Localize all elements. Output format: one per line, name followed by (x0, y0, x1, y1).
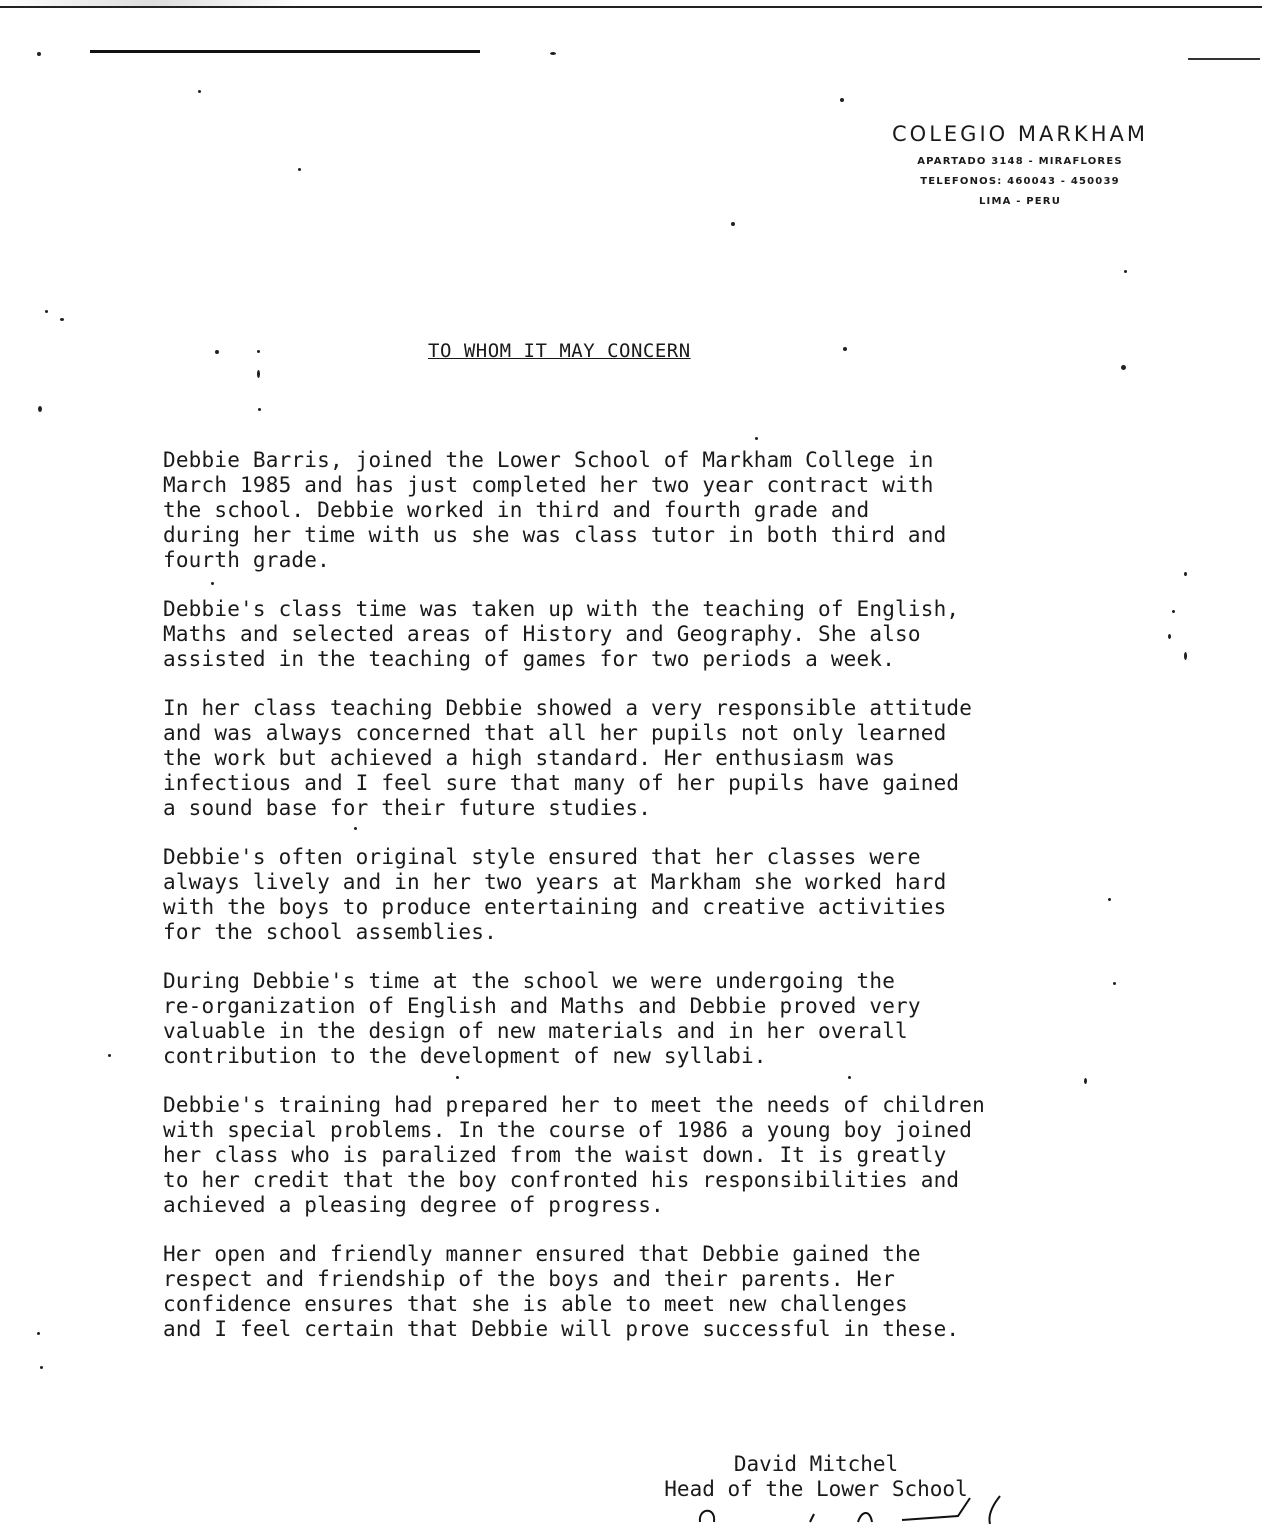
scan-speck (40, 1366, 43, 1369)
scan-speck (38, 406, 42, 412)
scan-speck (731, 222, 735, 226)
scan-speck (45, 310, 48, 313)
scan-speck (298, 168, 301, 171)
paragraph: Debbie's training had prepared her to meet the needs of children with special problems. In the course of 1986 a young boy joined her class who is paralized from the waist down. It is greatly to her credit that the boy confronted his responsibilities and achieved a pleasing degree of progress. (163, 1093, 985, 1217)
scan-speck (1172, 610, 1175, 613)
paragraph: In her class teaching Debbie showed a very responsible attitude and was always concerned that all her pupils not only learned the work but achieved a high standard. Her enthusiasm was infectious and I feel sure that many of her pupils have gained a sound base for their future studies. (163, 696, 973, 820)
paragraph: Debbie's class time was taken up with the teaching of English, Maths and selected areas of History and Geography. She also assisted in the teaching of games for two periods a week. (163, 597, 960, 671)
scan-speck (37, 1332, 40, 1335)
scan-speck (1184, 572, 1187, 576)
handwritten-signature-icon (680, 1488, 1040, 1524)
scan-speck (354, 827, 357, 830)
scan-speck (1184, 652, 1187, 660)
signer-name: David Mitchel (733, 1452, 899, 1476)
scan-speck (215, 350, 219, 354)
scan-speck (456, 1076, 459, 1079)
scan-speck (60, 318, 64, 321)
scan-speck (1113, 982, 1116, 985)
scan-speck (211, 582, 214, 585)
scan-speck (257, 370, 260, 378)
scan-speck (198, 90, 201, 93)
school-address: APARTADO 3148 - MIRAFLORES (917, 156, 1123, 167)
scan-speck (550, 52, 556, 55)
scan-speck (848, 1076, 851, 1079)
scan-speck (755, 437, 758, 440)
scan-speck (843, 347, 847, 351)
scan-speck (1124, 270, 1127, 273)
scan-speck (37, 52, 41, 56)
scan-speck (257, 350, 260, 353)
paragraph: Debbie Barris, joined the Lower School of Markham College in March 1985 and has just completed her two year contract with the school. Debbie worked in third and fourth grade and during her time with us she was class tutor in both third and fourth grade. (163, 448, 947, 572)
paragraph: During Debbie's time at the school we were undergoing the re-organization of English and Maths and Debbie proved very valuable in the design of new materials and in her overall contribution to the development of new syllabi. (163, 969, 921, 1068)
right-rule (1188, 58, 1260, 60)
signer-title: Head of the Lower School (664, 1477, 968, 1501)
scan-speck (840, 98, 844, 102)
school-city: LIMA - PERU (978, 196, 1062, 207)
letterhead (870, 122, 1170, 212)
scan-edge (0, 0, 1262, 8)
scan-speck (1168, 634, 1171, 639)
top-rule (90, 50, 480, 53)
scan-speck (108, 1054, 111, 1057)
scan-speck (1121, 365, 1126, 370)
scan-speck (1084, 1078, 1087, 1084)
letter-heading: TO WHOM IT MAY CONCERN (428, 340, 691, 362)
paragraph: Her open and friendly manner ensured that Debbie gained the respect and friendship of the boys and their parents. Her confidence ensures that she is able to meet new challenges and I feel certain that Debbie will prove successful in these. (163, 1242, 960, 1341)
scan-speck (1108, 898, 1111, 901)
school-phone: TELEFONOS: 460043 - 450039 (920, 176, 1120, 187)
paragraph: Debbie's often original style ensured that her classes were always lively and in her two years at Markham she worked hard with the boys to produce entertaining and creative activities for the school assemblies. (163, 845, 947, 944)
school-name: COLEGIO MARKHAM (892, 122, 1148, 146)
scan-speck (258, 408, 261, 411)
letter-body (163, 448, 1138, 1366)
